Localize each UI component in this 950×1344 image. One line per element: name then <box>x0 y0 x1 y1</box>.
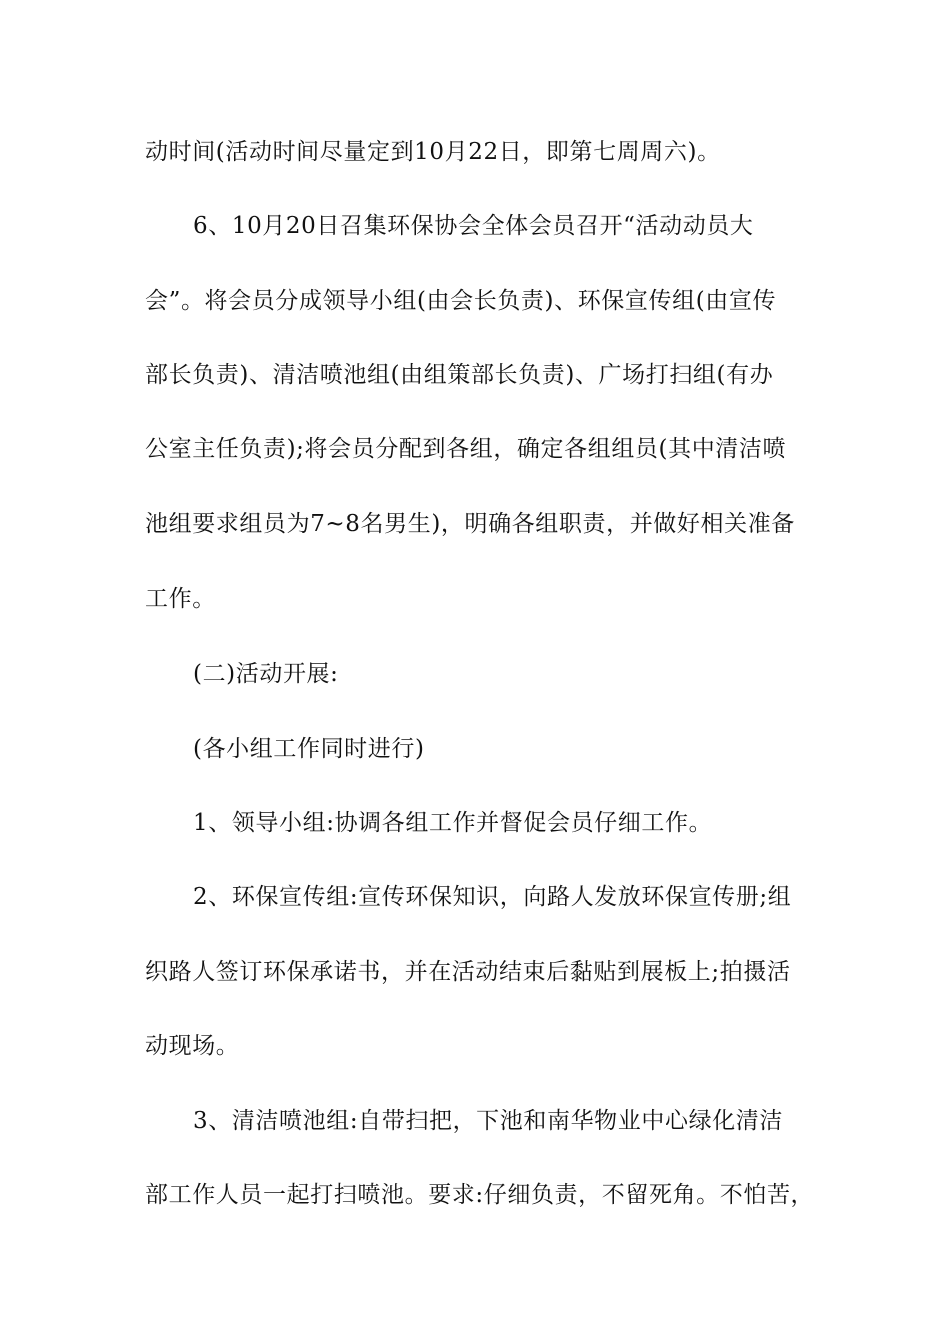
section-heading: (二)活动开展: <box>193 661 339 687</box>
text-line: 动现场。 <box>145 1033 240 1059</box>
text-line: 部长负责)、清洁喷池组(由组策部长负责)、广场打扫组(有办 <box>145 362 774 388</box>
text-line: 公室主任负责);将会员分配到各组，确定各组组员(其中清洁喷 <box>145 436 787 462</box>
text-line: 6、10月20日召集环保协会全体会员召开“活动动员大 <box>193 213 754 239</box>
text-line: 工作。 <box>145 586 216 612</box>
text-line: 织路人签订环保承诺书，并在活动结束后黏贴到展板上;拍摄活 <box>145 959 791 985</box>
text-line: 动时间(活动时间尽量定到10月22日，即第七周周六)。 <box>145 139 721 165</box>
text-line: 3、清洁喷池组:自带扫把，下池和南华物业中心绿化清洁 <box>193 1108 783 1134</box>
text-line: 部工作人员一起打扫喷池。要求:仔细负责，不留死角。不怕苦， <box>145 1182 815 1208</box>
text-line: 会”。将会员分成领导小组(由会长负责)、环保宣传组(由宣传 <box>145 288 777 314</box>
text-line: 池组要求组员为7~8名男生)，明确各组职责，并做好相关准备 <box>145 511 795 537</box>
text-line: 1、领导小组:协调各组工作并督促会员仔细工作。 <box>193 810 713 836</box>
text-line: 2、环保宣传组:宣传环保知识，向路人发放环保宣传册;组 <box>193 884 792 910</box>
text-line: (各小组工作同时进行) <box>193 736 425 762</box>
